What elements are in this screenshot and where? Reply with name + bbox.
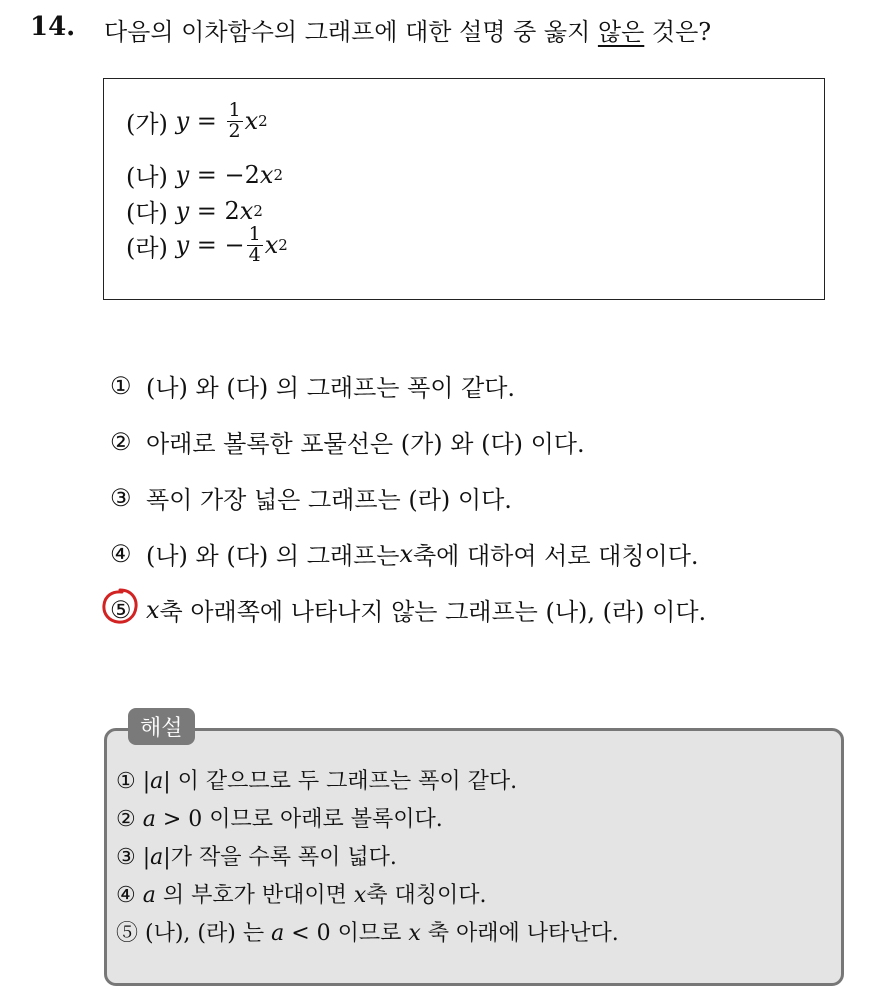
choice-text: (나) 와 (다) 의 그래프는 폭이 같다. xyxy=(146,374,516,402)
solution-line-5 xyxy=(116,916,619,947)
question-text-after: 것은? xyxy=(644,18,712,46)
choice-number: ① xyxy=(110,371,132,400)
choice-text-pre: (나) 와 (다) 의 그래프는 xyxy=(146,542,400,570)
solution-var: a xyxy=(142,807,156,832)
solution-text: | xyxy=(142,845,151,870)
solution-text: (나), (라) 는 xyxy=(145,921,272,946)
solution-number: ④ xyxy=(116,883,136,908)
equation-var: x xyxy=(264,231,279,260)
solution-text: | xyxy=(142,769,151,794)
solution-line-1 xyxy=(116,764,517,795)
equation-lhs: y xyxy=(175,231,190,260)
equals-sign: = xyxy=(196,160,217,189)
choice-text: 아래로 볼록한 포물선은 (가) 와 (다) 이다. xyxy=(146,430,585,458)
choice-number: ② xyxy=(110,427,132,456)
fraction-numerator: 1 xyxy=(248,223,261,245)
choice-number: ⑤ xyxy=(110,595,132,624)
equation-ra xyxy=(126,225,288,266)
equation-label: (라) xyxy=(126,233,168,262)
question-text-before: 다음의 이차함수의 그래프에 대한 설명 중 옳지 xyxy=(104,18,598,46)
solution-number: ② xyxy=(116,807,136,832)
equation-sign: − xyxy=(224,231,245,260)
question-underlined-word: 않은 xyxy=(597,18,645,46)
fraction-numerator: 1 xyxy=(228,99,241,121)
equation-lhs: y xyxy=(175,160,190,189)
choice-number: ④ xyxy=(110,539,132,568)
solution-tab: 해설 xyxy=(128,708,195,745)
solution-number: ③ xyxy=(116,845,136,870)
choice-2[interactable] xyxy=(110,424,585,459)
equation-var: x xyxy=(239,196,254,225)
equation-label: (나) xyxy=(126,163,168,191)
choice-number: ③ xyxy=(110,483,132,512)
solution-number: ① xyxy=(116,769,136,794)
solution-text: |가 작을 수록 폭이 넓다. xyxy=(163,845,397,870)
solution-line-2 xyxy=(116,802,443,833)
fraction-denominator: 4 xyxy=(248,243,261,266)
solution-text: 축 대칭이다. xyxy=(366,883,487,908)
equation-coefficient: −2 xyxy=(224,160,260,189)
equation-exponent: 2 xyxy=(273,165,283,184)
question-text xyxy=(104,12,711,47)
solution-var: x xyxy=(353,883,367,908)
equation-lhs: y xyxy=(175,107,190,136)
choice-3[interactable] xyxy=(110,480,512,515)
choice-5[interactable] xyxy=(110,592,706,627)
solution-text: 축 아래에 나타난다. xyxy=(420,921,619,946)
solution-text: > 0 이므로 아래로 볼록이다. xyxy=(155,807,443,832)
equation-var: x xyxy=(244,107,259,136)
equation-label: (가) xyxy=(126,109,168,138)
solution-line-3 xyxy=(116,840,397,871)
solution-var: a xyxy=(150,845,164,870)
choice-text: 폭이 가장 넓은 그래프는 (라) 이다. xyxy=(146,486,512,514)
solution-text: < 0 이므로 xyxy=(284,921,409,946)
equation-ga xyxy=(126,101,268,142)
choice-text-post: 축 아래쪽에 나타나지 않는 그래프는 (나), (라) 이다. xyxy=(159,598,707,626)
choice-1[interactable] xyxy=(110,368,515,403)
equation-exponent: 2 xyxy=(258,112,268,131)
choice-var: x xyxy=(399,539,413,568)
question-number: 14. xyxy=(30,12,76,42)
solution-number: ⑤ xyxy=(116,921,139,946)
solution-text: | 이 같으므로 두 그래프는 폭이 같다. xyxy=(163,769,518,794)
fraction xyxy=(247,225,263,266)
equation-label: (다) xyxy=(126,199,168,227)
solution-text: 의 부호가 반대이면 xyxy=(155,883,354,908)
answer-circle-mark xyxy=(100,586,140,626)
equation-exponent: 2 xyxy=(278,236,288,255)
equation-var: x xyxy=(259,160,274,189)
solution-var: x xyxy=(408,921,421,946)
solution-var: a xyxy=(150,769,164,794)
choice-var: x xyxy=(146,595,160,624)
equals-sign: = xyxy=(196,107,217,136)
choice-4[interactable] xyxy=(110,536,699,571)
equation-coefficient: 2 xyxy=(224,196,240,225)
equation-box xyxy=(103,78,825,300)
equals-sign: = xyxy=(196,231,217,260)
equation-na xyxy=(126,157,283,192)
equation-da xyxy=(126,193,263,228)
equals-sign: = xyxy=(196,196,217,225)
fraction-denominator: 2 xyxy=(228,119,241,142)
fraction xyxy=(227,101,243,142)
solution-var: a xyxy=(271,921,285,946)
choice-text-post: 축에 대하여 서로 대칭이다. xyxy=(413,542,699,570)
solution-line-4 xyxy=(116,878,487,909)
solution-var: a xyxy=(142,883,156,908)
equation-exponent: 2 xyxy=(253,201,263,220)
equation-lhs: y xyxy=(175,196,190,225)
